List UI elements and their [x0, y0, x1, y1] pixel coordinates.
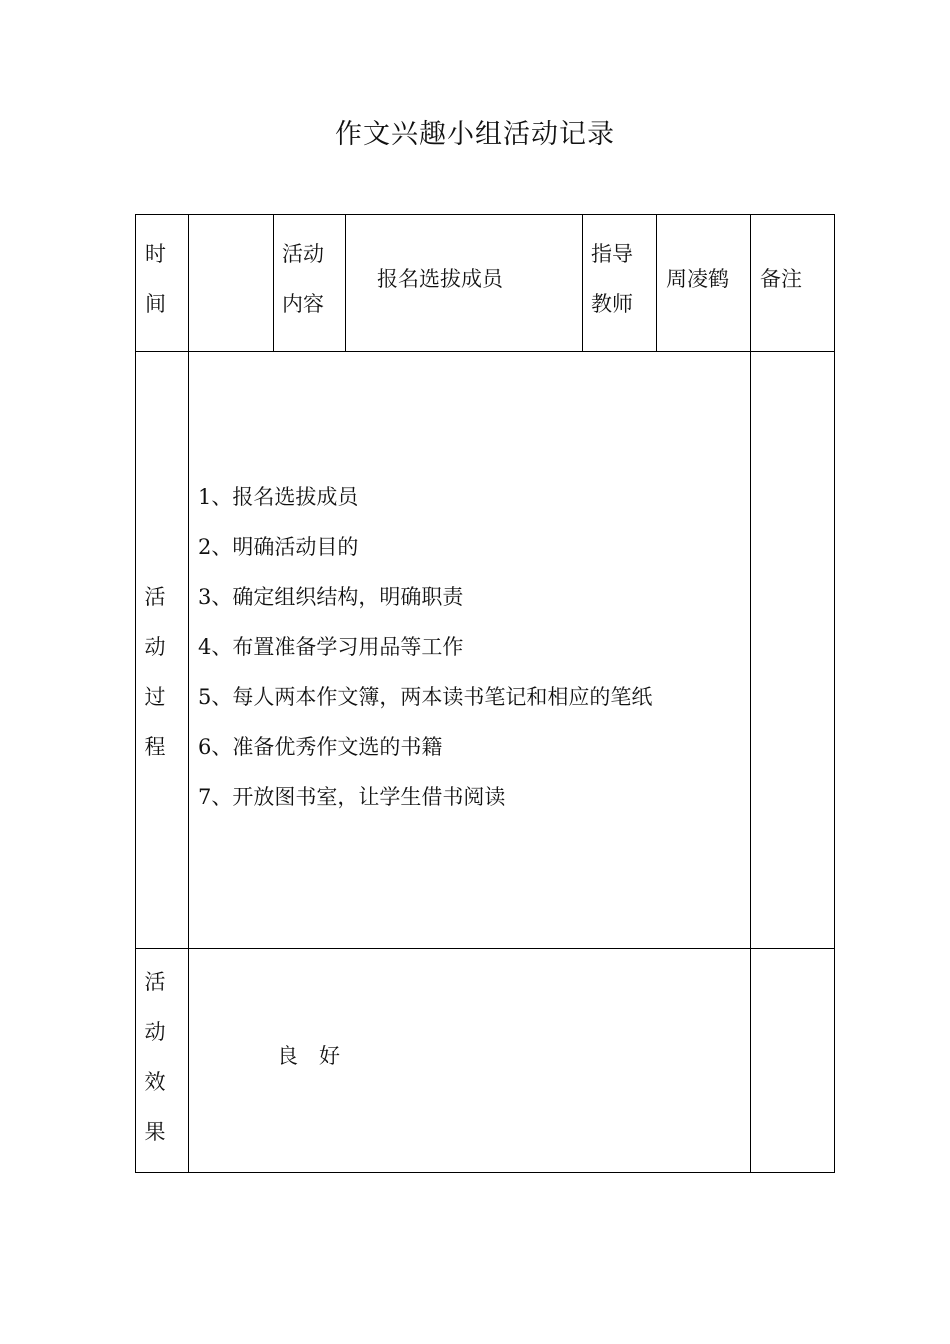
column-divider	[582, 214, 583, 352]
content-label-line1: 活动	[282, 242, 324, 266]
process-item: 1、报名选拔成员	[198, 485, 359, 509]
content-value: 报名选拔成员	[377, 267, 503, 291]
remark-label: 备注	[760, 267, 802, 291]
process-label	[135, 584, 175, 784]
row-divider	[135, 351, 835, 352]
effect-value: 良 好	[277, 1044, 340, 1068]
content-label-line2: 内容	[282, 292, 324, 316]
teacher-label-line1: 指导	[591, 242, 633, 266]
process-label-char: 程	[144, 735, 166, 759]
column-divider	[656, 214, 657, 352]
process-label-char: 动	[144, 635, 166, 659]
column-divider	[345, 214, 346, 352]
time-label-line2: 间	[145, 292, 166, 316]
document-title: 作文兴趣小组活动记录	[335, 119, 615, 150]
effect-label-char: 果	[144, 1120, 166, 1144]
effect-label-char: 活	[144, 970, 166, 994]
process-item: 5、每人两本作文簿，两本读书笔记和相应的笔纸	[198, 685, 653, 709]
column-divider	[273, 214, 274, 352]
column-divider	[750, 214, 751, 1173]
column-divider	[188, 214, 189, 1173]
process-label-char: 过	[144, 685, 166, 709]
process-item: 7、开放图书室，让学生借书阅读	[198, 785, 506, 809]
effect-label	[135, 969, 175, 1169]
time-label-line1: 时	[145, 242, 166, 266]
teacher-label-line2: 教师	[591, 292, 633, 316]
process-label-char: 活	[144, 585, 166, 609]
process-item-list	[198, 484, 652, 834]
effect-label-char: 动	[144, 1020, 166, 1044]
process-item: 6、准备优秀作文选的书籍	[198, 735, 443, 759]
row-divider	[135, 948, 835, 949]
teacher-value: 周凌鹤	[666, 267, 729, 291]
process-item: 4、布置准备学习用品等工作	[198, 635, 464, 659]
process-item: 2、明确活动目的	[198, 535, 359, 559]
effect-label-char: 效	[144, 1070, 166, 1094]
process-item: 3、确定组织结构，明确职责	[198, 585, 464, 609]
